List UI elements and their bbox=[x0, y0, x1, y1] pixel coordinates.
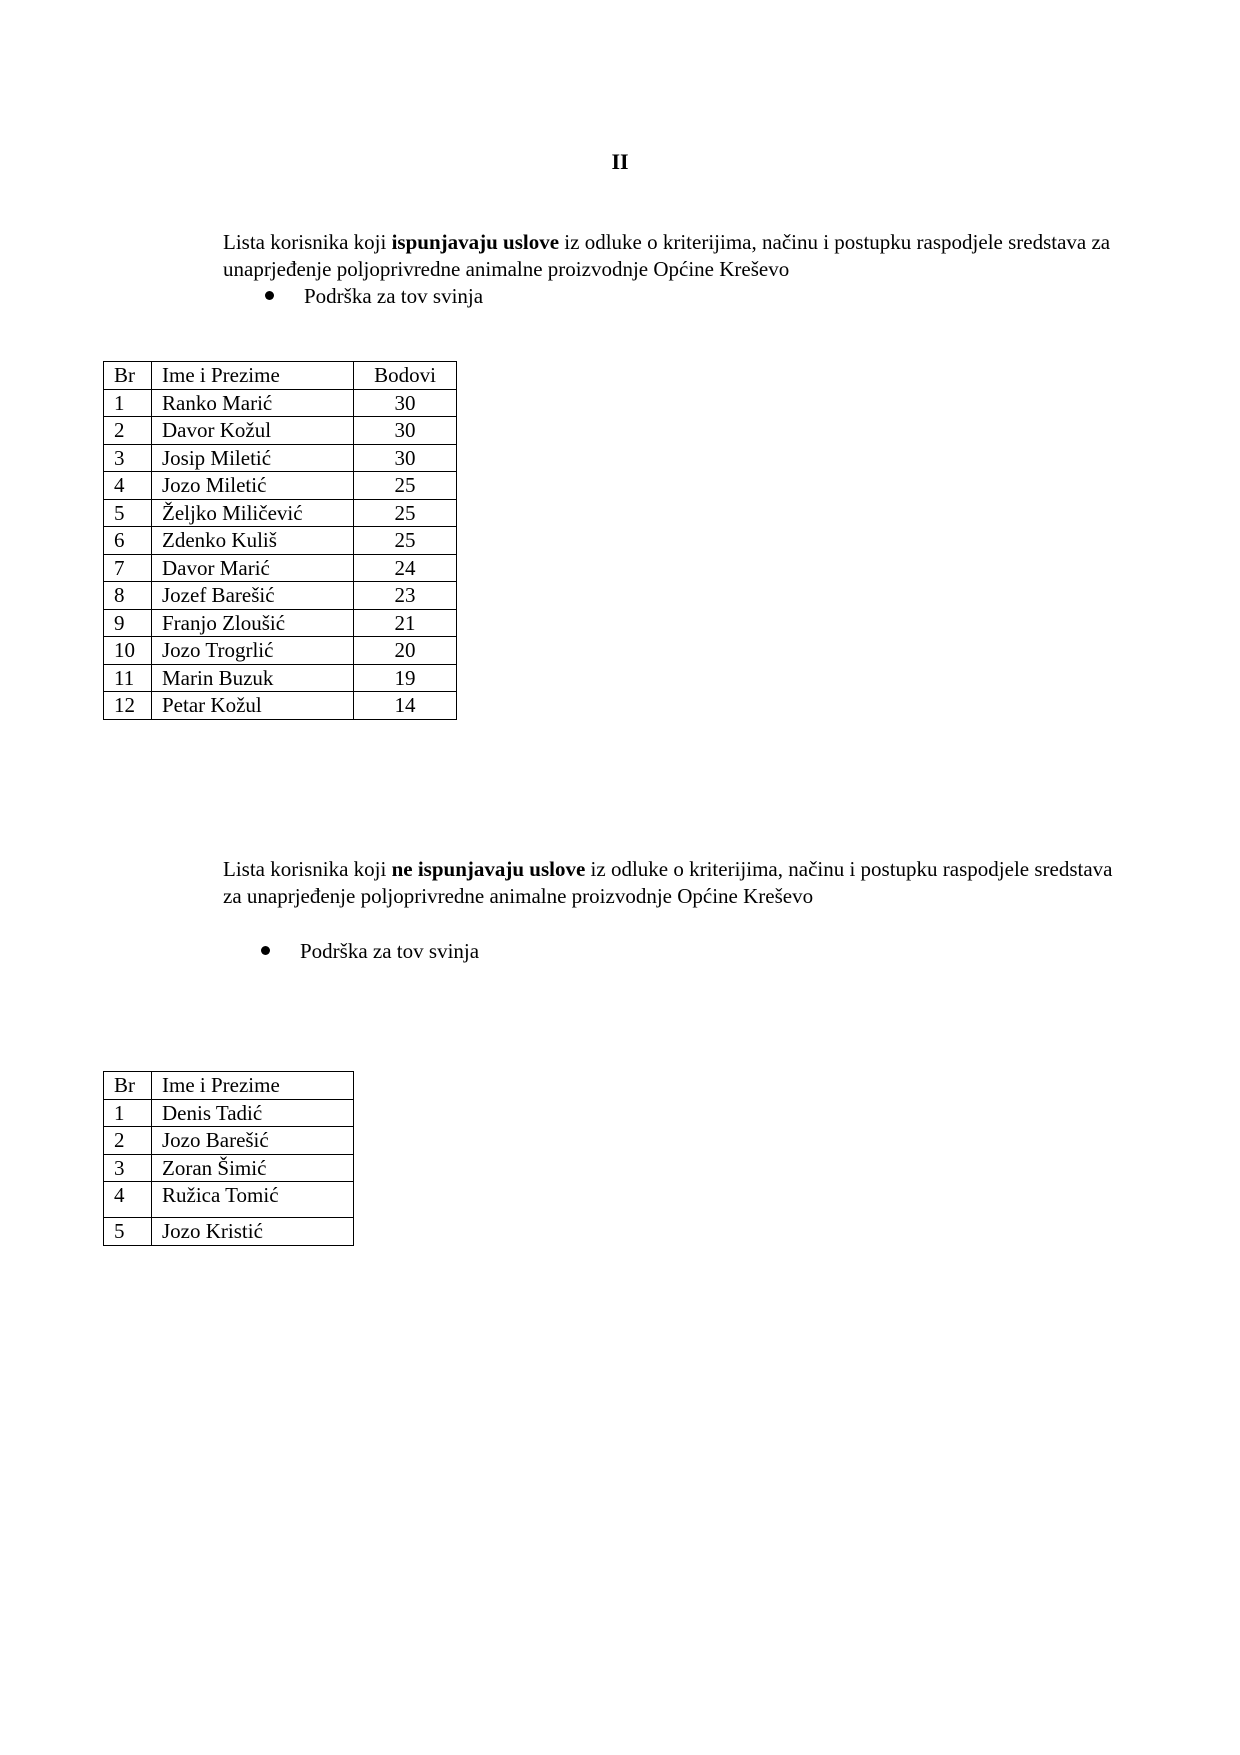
table-row bbox=[104, 527, 457, 555]
intro-text-after: iz odluke o kriterijima, načinu i postupku raspodjele sredstava za unaprjeđenje poljoprivredne animalne proizvodnje Općine Kreševo bbox=[223, 857, 1113, 909]
table-cell: Jozo Kristić bbox=[152, 1218, 354, 1246]
table-row bbox=[104, 1127, 354, 1155]
table-row bbox=[104, 499, 457, 527]
table-cell: Željko Miličević bbox=[152, 499, 354, 527]
table-cell: 25 bbox=[354, 499, 457, 527]
table-cell: 8 bbox=[104, 582, 152, 610]
table-cell: Jozo Barešić bbox=[152, 1127, 354, 1155]
table-row bbox=[104, 554, 457, 582]
table-row bbox=[104, 664, 457, 692]
table-cell: Petar Kožul bbox=[152, 692, 354, 720]
table-header-row bbox=[104, 362, 457, 390]
table-header-row bbox=[104, 1072, 354, 1100]
table-cell: 2 bbox=[104, 417, 152, 445]
table-row bbox=[104, 417, 457, 445]
table-cell: 20 bbox=[354, 637, 457, 665]
table-cell: 11 bbox=[104, 664, 152, 692]
table-cell: 2 bbox=[104, 1127, 152, 1155]
eligible-list-intro bbox=[223, 229, 1123, 284]
table-cell: 14 bbox=[354, 692, 457, 720]
intro-text-before: Lista korisnika koji bbox=[223, 857, 392, 881]
table-cell: Franjo Zloušić bbox=[152, 609, 354, 637]
table-cell: 5 bbox=[104, 1218, 152, 1246]
table-cell: 3 bbox=[104, 1154, 152, 1182]
bullet-icon bbox=[261, 946, 270, 955]
ineligible-users-table bbox=[103, 1071, 354, 1246]
table-cell: Davor Marić bbox=[152, 554, 354, 582]
table-cell: 25 bbox=[354, 472, 457, 500]
table-cell: 1 bbox=[104, 389, 152, 417]
table-cell: Zdenko Kuliš bbox=[152, 527, 354, 555]
intro-text-before: Lista korisnika koji bbox=[223, 230, 392, 254]
intro-text-bold: ispunjavaju uslove bbox=[391, 230, 560, 254]
intro-text-bold: ne ispunjavaju uslove bbox=[391, 857, 586, 881]
table-cell: 30 bbox=[354, 417, 457, 445]
table-cell: Denis Tadić bbox=[152, 1099, 354, 1127]
eligible-users-table bbox=[103, 361, 457, 720]
eligible-list-bullet bbox=[265, 283, 483, 310]
bullet-text: Podrška za tov svinja bbox=[300, 939, 480, 963]
table-cell: 6 bbox=[104, 527, 152, 555]
table-cell: Josip Miletić bbox=[152, 444, 354, 472]
table-cell: 7 bbox=[104, 554, 152, 582]
ineligible-list-bullet bbox=[261, 938, 479, 965]
section-heading: II bbox=[611, 149, 629, 174]
column-header: Bodovi bbox=[354, 362, 457, 390]
table-cell: 24 bbox=[354, 554, 457, 582]
table-cell: 9 bbox=[104, 609, 152, 637]
bullet-icon bbox=[265, 291, 274, 300]
table-row bbox=[104, 1218, 354, 1246]
table-row bbox=[104, 1154, 354, 1182]
table-row bbox=[104, 609, 457, 637]
table-row bbox=[104, 582, 457, 610]
intro-text-after: iz odluke o kriterijima, načinu i postupku raspodjele sredstava za unaprjeđenje poljoprivredne animalne proizvodnje Općine Kreševo bbox=[223, 230, 1111, 282]
ineligible-list-intro bbox=[223, 856, 1123, 911]
column-header: Ime i Prezime bbox=[152, 1072, 354, 1100]
table-row bbox=[104, 1099, 354, 1127]
table-cell: 21 bbox=[354, 609, 457, 637]
table-cell: 5 bbox=[104, 499, 152, 527]
table-row bbox=[104, 389, 457, 417]
table-cell: 30 bbox=[354, 389, 457, 417]
table-cell: Ružica Tomić bbox=[152, 1182, 354, 1218]
table-cell: Jozo Miletić bbox=[152, 472, 354, 500]
table-row bbox=[104, 692, 457, 720]
bullet-text: Podrška za tov svinja bbox=[304, 284, 484, 308]
table-cell: Jozo Trogrlić bbox=[152, 637, 354, 665]
table-cell: Davor Kožul bbox=[152, 417, 354, 445]
column-header: Ime i Prezime bbox=[152, 362, 354, 390]
table-row bbox=[104, 444, 457, 472]
table-row bbox=[104, 472, 457, 500]
table-cell: 10 bbox=[104, 637, 152, 665]
table-cell: 4 bbox=[104, 472, 152, 500]
column-header: Br bbox=[104, 362, 152, 390]
table-row bbox=[104, 1182, 354, 1218]
column-header: Br bbox=[104, 1072, 152, 1100]
table-row bbox=[104, 637, 457, 665]
table-cell: Jozef Barešić bbox=[152, 582, 354, 610]
table-cell: 1 bbox=[104, 1099, 152, 1127]
table-cell: Ranko Marić bbox=[152, 389, 354, 417]
table-cell: 23 bbox=[354, 582, 457, 610]
table-cell: 19 bbox=[354, 664, 457, 692]
table-cell: Zoran Šimić bbox=[152, 1154, 354, 1182]
table-cell: 30 bbox=[354, 444, 457, 472]
table-cell: 25 bbox=[354, 527, 457, 555]
table-cell: 4 bbox=[104, 1182, 152, 1218]
table-cell: 12 bbox=[104, 692, 152, 720]
table-cell: 3 bbox=[104, 444, 152, 472]
table-cell: Marin Buzuk bbox=[152, 664, 354, 692]
